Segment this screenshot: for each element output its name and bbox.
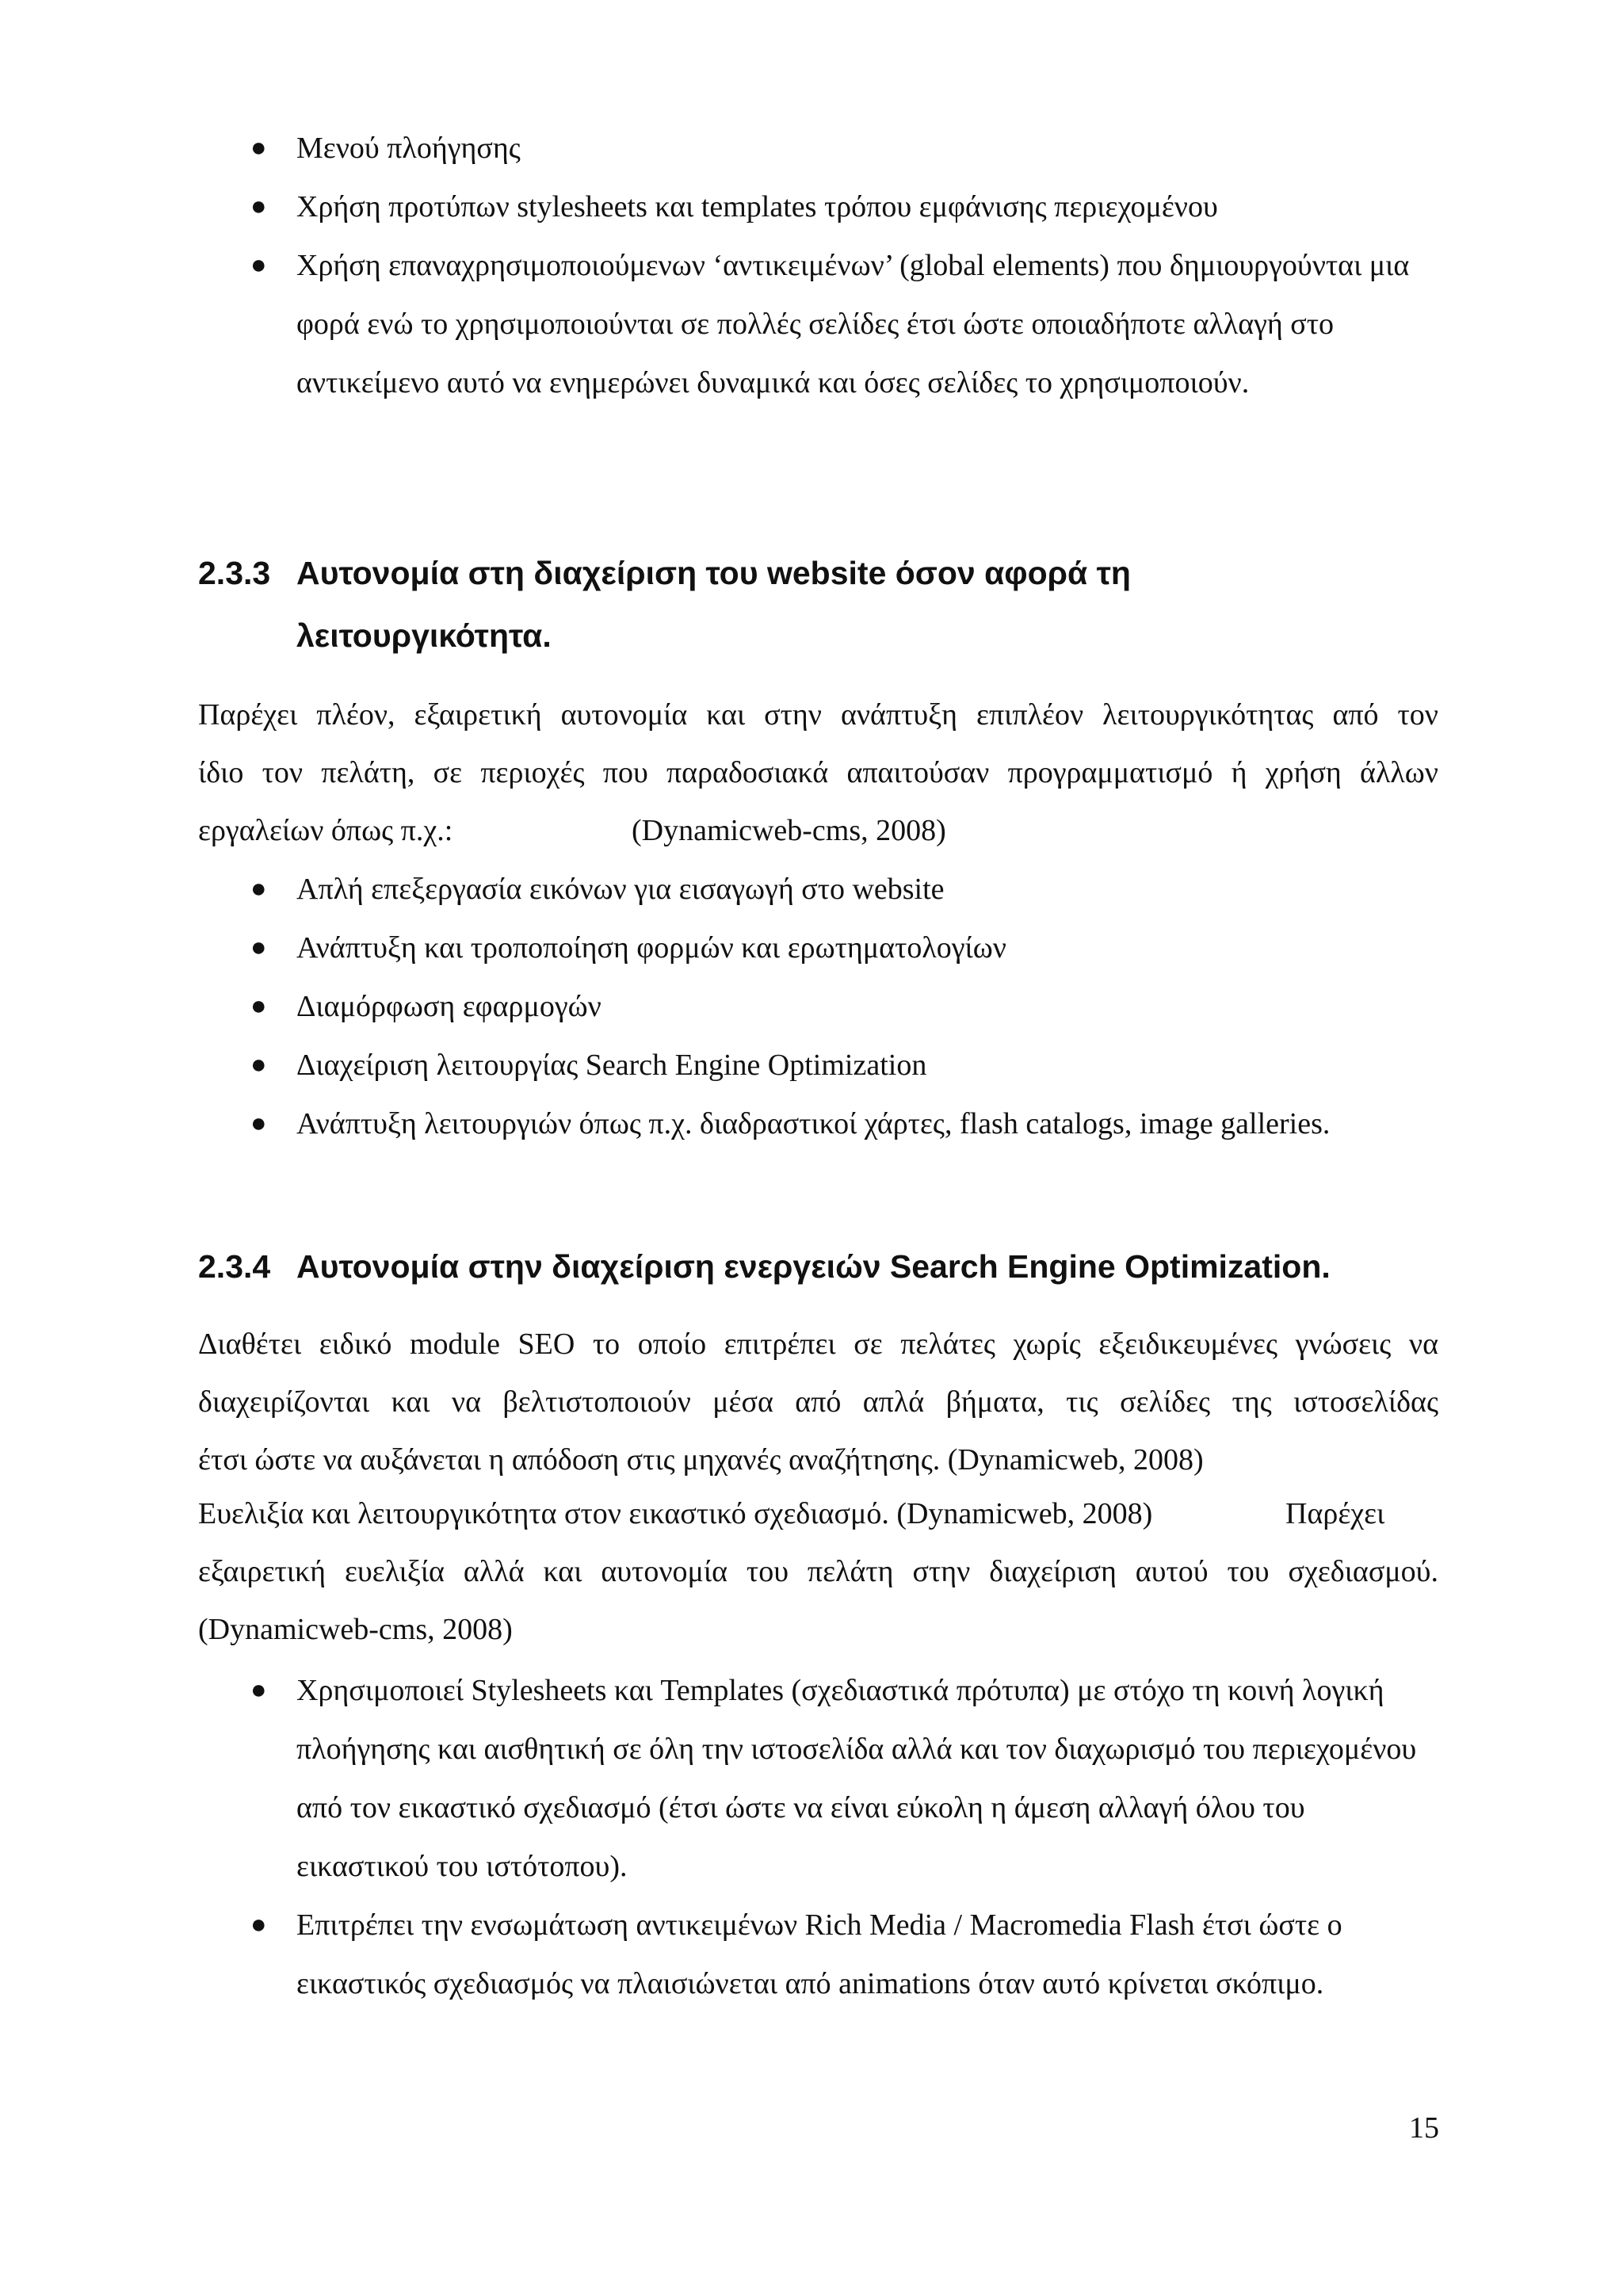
bullet-icon: ● [250,133,267,162]
paragraph-line: έτσι ώστε να αυξάνεται η απόδοση στις μηχανές αναζήτησης. (Dynamicweb, 2008) [198,1443,1204,1477]
bullet-icon: ● [250,991,267,1021]
paragraph-tail: Παρέχει [1285,1497,1385,1530]
bullet-icon: ● [250,1910,267,1939]
list-item [0,1036,1438,1095]
list-item [0,860,1438,919]
bullet-icon: ● [250,250,267,280]
paragraph-line [198,802,1438,860]
list-item-text: Διαχείριση λειτουργίας Search Engine Optimization [296,1049,927,1082]
list-item [0,1896,1438,2013]
section-title: Αυτονομία στην διαχείριση ενεργειών Search Engine Optimization. [296,1248,1331,1285]
section-heading-2-3-3 [198,555,1131,592]
paragraph-line [198,1485,1438,1543]
top-bullet-list [0,119,1438,412]
section-2-3-4-paragraph-1 [198,1316,1438,1489]
section-2-3-3-list [0,860,1438,1153]
paragraph-line: Παρέχει πλέον, εξαιρετική αυτονομία και στην ανάπτυξη επιπλέον λειτουργικότητας από τον [198,698,1438,732]
list-item-text: Επιτρέπει την ενσωμάτωση αντικειμένων Rich Media / Macromedia Flash έτσι ώστε ο εικαστικός σχεδιασμός να πλαισιώνεται από animations όταν αυτό κρίνεται σκόπιμο. [296,1908,1342,2000]
list-item-text: Ανάπτυξη και τροποποίηση φορμών και ερωτηματολογίων [296,931,1006,965]
list-item [0,236,1438,412]
section-2-3-4-paragraph-2 [198,1485,1438,1659]
citation: (Dynamicweb-cms, 2008) [632,814,946,847]
section-heading-2-3-3-cont [296,617,552,655]
list-item [0,919,1438,977]
section-2-3-3-paragraph [198,686,1438,860]
section-heading-2-3-4 [198,1248,1331,1286]
bullet-icon: ● [250,1675,267,1705]
paragraph-lead: Ευελιξία και λειτουργικότητα στον εικαστικό σχεδιασμό. (Dynamicweb, 2008) [198,1497,1153,1530]
list-item-text: Διαμόρφωση εφαρμογών [296,990,601,1023]
bullet-icon: ● [250,874,267,904]
paragraph-line: ίδιο τον πελάτη, σε περιοχές που παραδοσιακά απαιτούσαν προγραμματισμό ή χρήση άλλων [198,756,1438,789]
paragraph-line: εξαιρετική ευελιξία αλλά και αυτονομία του πελάτη στην διαχείριση αυτού του σχεδιασμού. [198,1555,1438,1588]
section-title-line2: λειτουργικότητα. [296,617,552,654]
list-item-text: Μενού πλοήγησης [296,132,521,165]
bullet-icon: ● [250,1109,267,1138]
bullet-icon: ● [250,933,267,962]
list-item [0,1095,1438,1153]
paragraph-line: Διαθέτει ειδικό module SEO το οποίο επιτρέπει σε πελάτες χωρίς εξειδικευμένες γνώσεις να [198,1328,1438,1361]
list-item [0,119,1438,178]
section-title-line1: Αυτονομία στη διαχείριση του website όσον αφορά τη [296,555,1131,591]
section-number: 2.3.4 [198,1248,271,1285]
bullet-icon: ● [250,1050,267,1079]
list-item-text: Ανάπτυξη λειτουργιών όπως π.χ. διαδραστικοί χάρτες, flash catalogs, image galleries. [296,1107,1331,1140]
list-item-text: Χρησιμοποιεί Stylesheets και Templates (σχεδιαστικά πρότυπα) με στόχο τη κοινή λογική πλοήγησης και αισθητική σε όλη την ιστοσελίδα αλλά και τον διαχωρισμό του περιεχομένου από τον εικαστικό σχεδιασμό (έτσι ώστε να είναι εύκολη η άμεση αλλαγή όλου του εικαστικού του ιστότοπου). [296,1674,1417,1883]
list-item-text: Χρήση προτύπων stylesheets και templates τρόπου εμφάνισης περιεχομένου [296,190,1218,223]
section-number: 2.3.3 [198,555,271,591]
section-2-3-4-list [0,1661,1438,2013]
list-item [0,1661,1438,1896]
bullet-icon: ● [250,192,267,221]
page-number: 15 [1409,2111,1439,2145]
list-item-text: Χρήση επαναχρησιμοποιούμενων ‘αντικειμένων’ (global elements) που δημιουργούνται μια φορά ενώ το χρησιμοποιούνται σε πολλές σελίδες έτσι ώστε οποιαδήποτε αλλαγή στο αντικείμενο αυτό να ενημερώνει δυναμικά και όσες σελίδες το χρησιμοποιούν. [296,249,1410,399]
paragraph-line: (Dynamicweb-cms, 2008) [198,1613,513,1646]
paragraph-line: διαχειρίζονται και να βελτιστοποιούν μέσα από απλά βήματα, τις σελίδες της ιστοσελίδας [198,1385,1438,1419]
list-item-text: Απλή επεξεργασία εικόνων για εισαγωγή στο website [296,873,945,906]
paragraph-lead: εργαλείων όπως π.χ.: [198,814,453,847]
list-item [0,977,1438,1036]
list-item [0,178,1438,236]
